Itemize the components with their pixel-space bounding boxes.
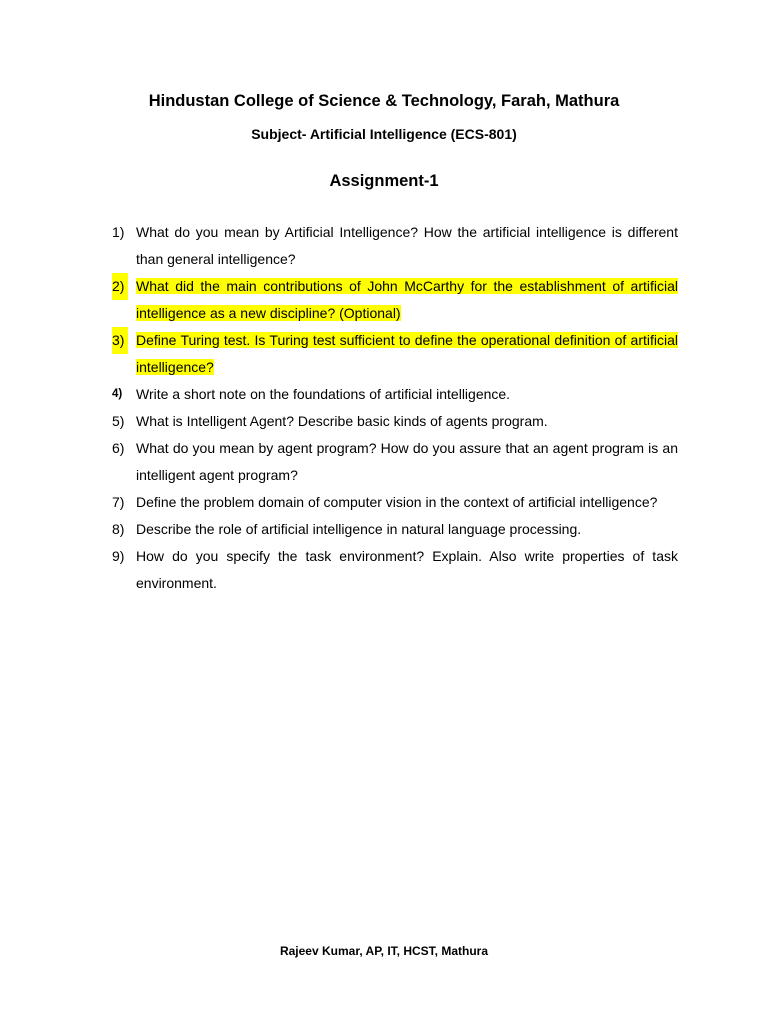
question-text: Define Turing test. Is Turing test sufficient to define the operational definition of artificial intelligence? — [136, 332, 678, 375]
question-text: What is Intelligent Agent? Describe basic kinds of agents program. — [136, 413, 548, 429]
question-item-highlighted — [112, 327, 678, 381]
question-number: 1) — [112, 224, 125, 240]
question-number: 5) — [112, 413, 125, 429]
question-number: 7) — [112, 494, 125, 510]
question-text: Write a short note on the foundations of artificial intelligence. — [136, 386, 511, 402]
assignment-title: Assignment-1 — [329, 172, 439, 190]
question-number: 2) — [112, 273, 128, 300]
question-number: 3) — [112, 327, 128, 354]
college-title: Hindustan College of Science & Technology, Farah, Mathura — [148, 92, 620, 110]
question-number: 6) — [112, 440, 125, 456]
question-item — [112, 408, 678, 435]
question-text: How do you specify the task environment? Explain. Also write properties of task environment. — [136, 548, 678, 591]
question-item — [112, 516, 678, 543]
question-number: 9) — [112, 548, 125, 564]
question-text: What do you mean by agent program? How do you assure that an agent program is an intelligent agent program? — [136, 440, 678, 483]
question-text: Define the problem domain of computer vision in the context of artificial intelligence? — [136, 494, 658, 510]
question-text: What did the main contributions of John McCarthy for the establishment of artificial intelligence as a new discipline? (Optional) — [136, 278, 678, 321]
question-number: 8) — [112, 521, 125, 537]
question-text: What do you mean by Artificial Intelligence? How the artificial intelligence is different than general intelligence? — [136, 224, 678, 267]
question-item — [112, 219, 678, 273]
question-item-highlighted — [112, 273, 678, 327]
footer-author: Rajeev Kumar, AP, IT, HCST, Mathura — [279, 944, 489, 958]
question-item — [112, 489, 678, 516]
question-item — [112, 381, 678, 408]
question-text: Describe the role of artificial intelligence in natural language processing. — [136, 521, 582, 537]
question-item — [112, 435, 678, 489]
question-list — [112, 219, 678, 597]
subject-line: Subject- Artificial Intelligence (ECS-801) — [251, 126, 517, 142]
question-item — [112, 543, 678, 597]
question-number: 4) — [112, 388, 123, 400]
